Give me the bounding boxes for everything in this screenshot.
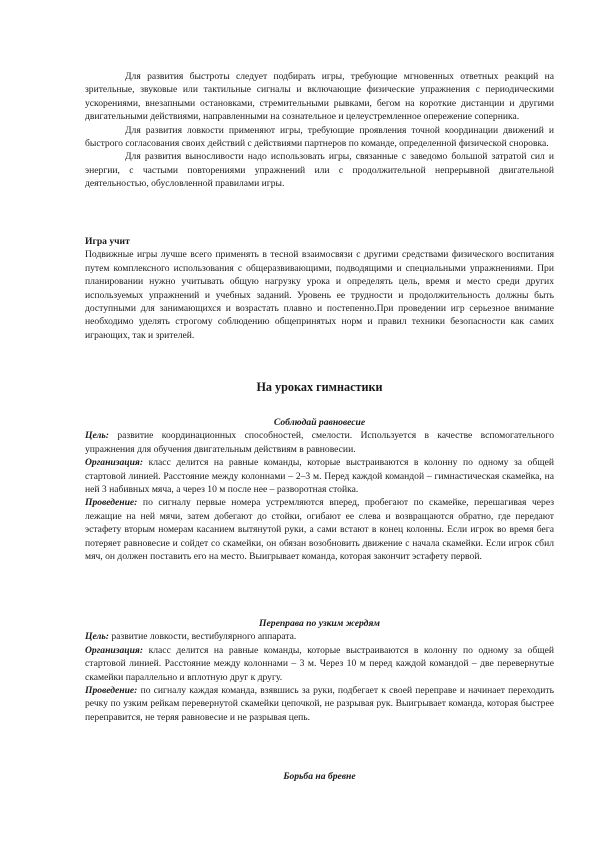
game-balance: [85, 416, 554, 563]
teaches-heading: Игра учит: [85, 236, 130, 247]
organization-paragraph: [85, 456, 554, 496]
organization-label: Организация:: [85, 457, 144, 469]
game-title: Переправа по узким жердям: [259, 618, 380, 629]
game-crossing: [85, 617, 554, 724]
organization-paragraph: [85, 644, 554, 684]
intro-section: [85, 70, 554, 191]
agility-paragraph: Для развития ловкости применяют игры, требующие проявления точной координации движений и быстрого согласования своих действий с действиями партнеров по команде, определенной физической сноровка.: [85, 124, 554, 150]
speed-paragraph: Для развития быстроты следует подбирать игры, требующие мгновенных ответных реакций на зрительные, звуковые или тактильные сигналы и включающие физические упражнения с периодическими ускорениями, внезапными остановками, стремительными рывками, бегом на короткие дистанции и другими двигательными действиями, направленными на сознательное и целеустремленное опережение соперника.: [85, 71, 554, 123]
section-title: На уроках гимнастики: [256, 380, 383, 394]
game-title: Соблюдай равновесие: [273, 417, 366, 428]
endurance-paragraph: Для развития выносливости надо использовать игры, связанные с заведомо большой затратой сил и энергии, с частыми повторениями упражнений или с продолжительной непрерывной двигательной деятельностью, обусловленной правилами игры.: [85, 151, 554, 190]
goal-label: Цель:: [85, 631, 109, 643]
game-log-fight: [85, 770, 554, 783]
organization-text: класс делится на равные команды, которые выстраиваются в колонну по одному за общей стартовой линией. Расстояние между колоннами – 3 м. Через 10 м перед каждой командой – две перевернутые скамейки параллельно и вплотную друг к другу.: [85, 644, 554, 683]
goal-text: развитие ловкости, вестибулярного аппарата.: [108, 631, 297, 643]
goal-text: развитие координационных способностей, смелости. Используется в качестве вспомогательного упражнения для обучения двигательным действиям в равновесии.: [85, 430, 554, 455]
goal-paragraph: [85, 429, 554, 456]
goal-label: Цель:: [85, 430, 109, 442]
procedure-label: Проведение:: [85, 685, 138, 697]
game-title: Борьба на бревне: [283, 771, 356, 782]
organization-text: класс делится на равные команды, которые выстраиваются в колонну по одному за общей стартовой линией. Расстояние между колоннами – 2–3 м. Перед каждой командой – гимнастическая скамейка, на ней 3 набивных мяча, а через 10 м после нее – разворотная стойка.: [85, 457, 554, 496]
procedure-paragraph: [85, 684, 554, 724]
procedure-text: по сигналу каждая команда, взявшись за руки, подбегает к своей переправе и начинает переходить речку по узким рейкам перевернутой скамейки цепочкой, не разрывая рук. Выигрывает команда, которая быстрее переправится, не теряя равновесие и не разрывая цепь.: [85, 685, 554, 723]
procedure-label: Проведение:: [85, 497, 138, 509]
goal-paragraph: [85, 630, 554, 643]
procedure-paragraph: [85, 496, 554, 563]
teaches-paragraph: Подвижные игры лучше всего применять в тесной взаимосвязи с другими средствами физического воспитания путем комплексного использования с общеразвивающими, подводящими и специальными упражнениями. При планировании нужно учитывать общую нагрузку урока и определять цель, время и место среди других используемых упражнений и учебных заданий. Уровень ее трудности и продолжительность должны быть доступными для занимающихся и возрастать плавно и постепенно.При проведении игр серьезное внимание необходимо уделять строгому соблюдению общепринятых норм и правил техники безопасности как самих играющих, так и зрителей.: [85, 249, 554, 341]
teaches-section: [85, 235, 554, 342]
section-heading-block: [85, 379, 554, 395]
procedure-text: по сигналу первые номера устремляются вперед, пробегают по скамейке, перешагивая через лежащие на ней мячи, затем добегают до стойки, огибают ее слева и возвращаются обратно, где передают эстафету вторым номерам касанием вытянутой руки, а сами встают в конец колонны. Если игрок во время бега потеряет равновесие и сойдет со скамейки, он обязан возобновить движение с начала скамейки. Если игрок сбил мяч, он должен поставить его на место. Выигрывает команда, которая закончит эстафету первой.: [85, 497, 554, 563]
organization-label: Организация:: [85, 644, 144, 656]
